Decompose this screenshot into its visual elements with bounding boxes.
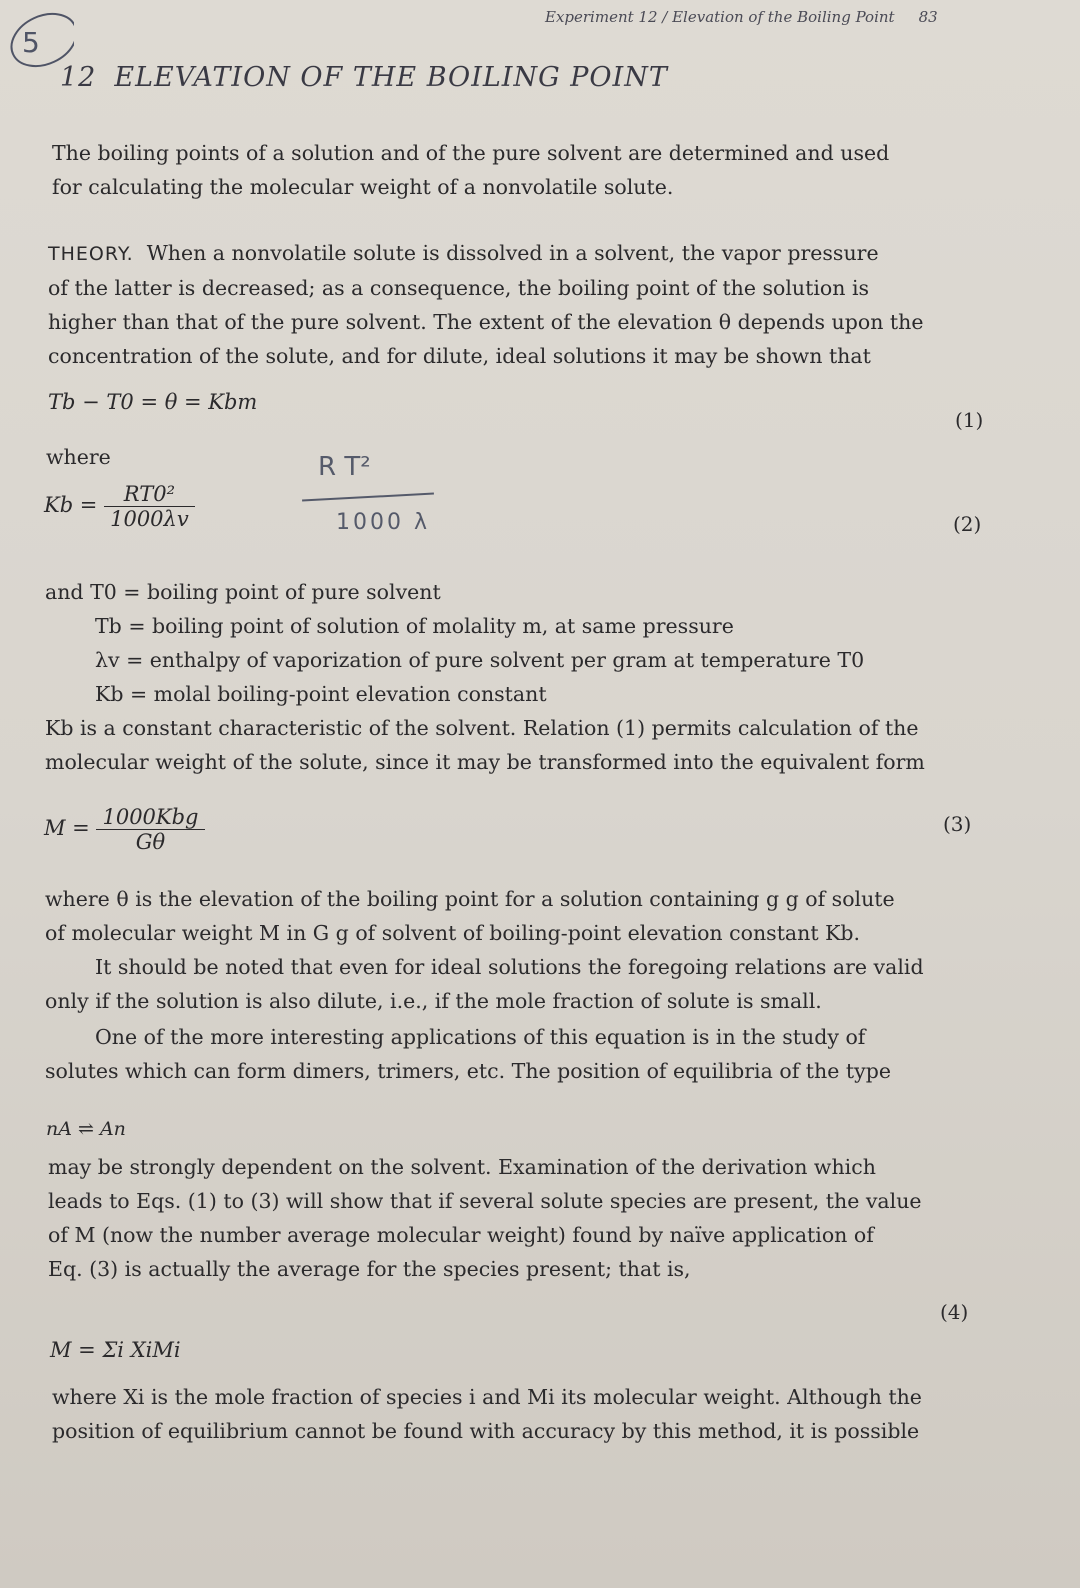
paragraph-dilute	[45, 950, 924, 1018]
paragraph-line: may be strongly dependent on the solvent. Examination of the derivation which	[48, 1155, 876, 1179]
definitions-list	[45, 575, 864, 711]
theory-label: THEORY.	[48, 243, 134, 265]
equation-3-numerator: 1000Kbg	[96, 805, 204, 830]
paragraph-line: leads to Eqs. (1) to (3) will show that if several solute species are present, the value	[48, 1189, 922, 1213]
equation-3-fraction	[96, 805, 204, 854]
equation-2	[44, 482, 195, 531]
equation-1-number: (1)	[955, 408, 984, 432]
intro-line: for calculating the molecular weight of a nonvolatile solute.	[52, 175, 674, 199]
chapter-title	[60, 62, 668, 93]
paragraph-line: only if the solution is also dilute, i.e., if the mole fraction of solute is small.	[45, 989, 822, 1013]
paragraph-derivation	[48, 1150, 922, 1286]
equation-3-lhs: M =	[44, 816, 90, 840]
where-label: where	[46, 445, 111, 469]
theory-line: When a nonvolatile solute is dissolved in a solvent, the vapor pressure	[146, 241, 879, 265]
intro-line: The boiling points of a solution and of the pure solvent are determined and used	[52, 141, 890, 165]
equation-4: M = Σi XiMi	[50, 1338, 181, 1362]
intro-paragraph	[52, 136, 889, 204]
paragraph-line: Kb is a constant characteristic of the solvent. Relation (1) permits calculation of the	[45, 716, 919, 740]
paragraph-line: One of the more interesting applications of this equation is in the study of	[95, 1025, 866, 1049]
paragraph-applications	[45, 1020, 891, 1088]
paragraph-line: position of equilibrium cannot be found with accuracy by this method, it is possible	[52, 1419, 920, 1443]
paragraph-line: molecular weight of the solute, since it may be transformed into the equivalent form	[45, 750, 925, 774]
paragraph-line: where θ is the elevation of the boiling point for a solution containing g g of solute	[45, 887, 895, 911]
handwritten-formula-numerator: R T²	[318, 452, 371, 482]
paragraph-line: of M (now the number average molecular weight) found by naïve application of	[48, 1223, 874, 1247]
circle-number: 5	[22, 26, 40, 59]
handwritten-circle-mark	[4, 10, 74, 70]
theory-paragraph	[48, 236, 924, 373]
paragraph-line: Eq. (3) is actually the average for the species present; that is,	[48, 1257, 691, 1281]
chapter-title-text: ELEVATION OF THE BOILING POINT	[114, 62, 668, 93]
running-header	[545, 8, 938, 26]
theory-line: concentration of the solute, and for dilute, ideal solutions it may be shown that	[48, 344, 871, 368]
page-number: 83	[918, 8, 938, 26]
paragraph-kb	[45, 711, 925, 779]
equation-3-number: (3)	[943, 812, 972, 836]
paragraph-theta	[45, 882, 895, 950]
chapter-number: 12	[60, 62, 97, 93]
definition-item: Kb = molal boiling-point elevation constant	[95, 682, 547, 706]
equation-1: Tb − T0 = θ = Kbm	[48, 390, 258, 414]
definition-item: λv = enthalpy of vaporization of pure solvent per gram at temperature T0	[95, 648, 865, 672]
equation-2-fraction	[104, 482, 195, 531]
paragraph-line: of molecular weight M in G g of solvent of boiling-point elevation constant Kb.	[45, 921, 861, 945]
equilibrium-equation: nA ⇌ An	[46, 1118, 126, 1140]
equation-2-numerator: RT0²	[104, 482, 195, 507]
paragraph-line: solutes which can form dimers, trimers, etc. The position of equilibria of the type	[45, 1059, 891, 1083]
running-title: Experiment 12 / Elevation of the Boiling Point	[545, 8, 895, 26]
theory-line: of the latter is decreased; as a consequence, the boiling point of the solution is	[48, 276, 870, 300]
paragraph-line: It should be noted that even for ideal solutions the foregoing relations are valid	[95, 955, 924, 979]
equation-2-lhs: Kb =	[44, 493, 98, 517]
definition-item: Tb = boiling point of solution of molality m, at same pressure	[95, 614, 734, 638]
equation-2-denominator: 1000λv	[110, 507, 189, 531]
theory-line: higher than that of the pure solvent. The extent of the elevation θ depends upon the	[48, 310, 924, 334]
equation-3-denominator: Gθ	[135, 830, 166, 854]
equation-3	[44, 805, 205, 854]
handwritten-formula-denominator: 1000 λ	[336, 510, 431, 535]
equation-2-number: (2)	[953, 512, 982, 536]
handwritten-fraction-bar	[302, 493, 434, 502]
paragraph-line: where Xi is the mole fraction of species i and Mi its molecular weight. Although the	[52, 1385, 922, 1409]
paragraph-mole-fraction	[52, 1380, 922, 1448]
equation-4-number: (4)	[940, 1300, 969, 1324]
definition-item: and T0 = boiling point of pure solvent	[45, 580, 441, 604]
